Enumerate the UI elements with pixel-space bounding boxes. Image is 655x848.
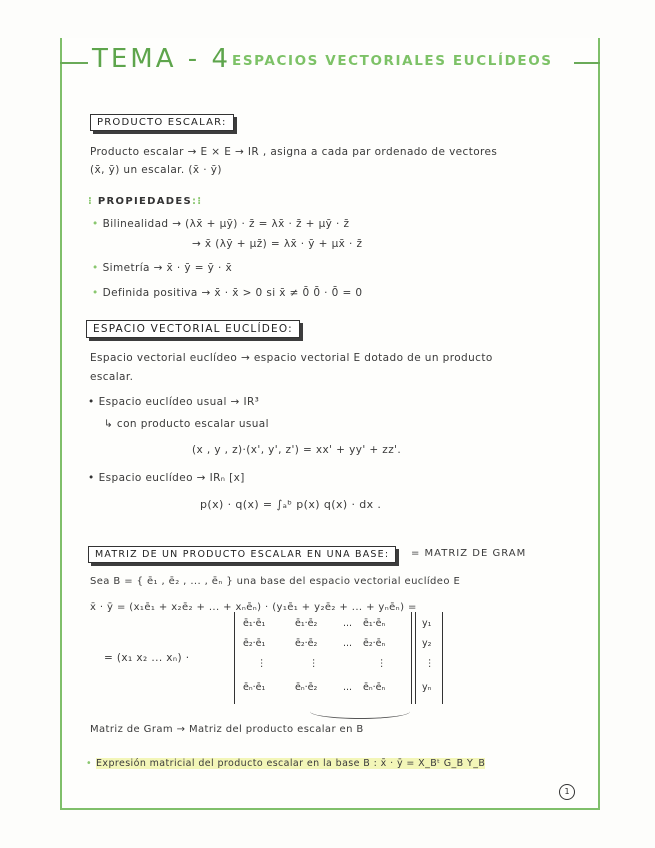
y-cell: y₂ (422, 638, 432, 649)
gram-cell: ⋮ (309, 658, 319, 669)
gram-cell: ē₁·ē₁ (243, 618, 266, 629)
producto-escalar-def-1: Producto escalar → E × E → IR , asigna a cada par ordenado de vectores (90, 146, 498, 158)
gram-cell: ... (343, 638, 353, 649)
gram-cell: ... (343, 618, 353, 629)
y-column-vector (415, 612, 443, 704)
espacio-euclideo-heading: ESPACIO VECTORIAL EUCLÍDEO: (86, 320, 300, 338)
producto-escalar-heading-text: PRODUCTO ESCALAR (97, 117, 222, 128)
title-row (60, 44, 600, 78)
page-subtitle: ESPACIOS VECTORIALES EUCLÍDEOS (232, 53, 553, 69)
gram-brace (310, 704, 410, 719)
y-cell: ⋮ (425, 658, 435, 669)
propiedad-bilinealidad-text: Bilinealidad → (λx̄ + μȳ) · z̄ = λx̄ · z̄ + μȳ · z̄ (102, 218, 350, 230)
propiedad-definida-positiva-text: Definida positiva → x̄ · x̄ > 0 si x̄ ≠ 0̄ 0̄ · 0̄ = 0 (102, 287, 363, 299)
propiedad-simetria: • Simetría → x̄ · ȳ = ȳ · x̄ (92, 262, 233, 274)
gram-expand-line: x̄ · ȳ = (x₁ē₁ + x₂ē₂ + ... + xₙēₙ) · (y₁ē₁ + y₂ē₂ + ... + yₙēₙ) = (90, 602, 417, 613)
espacio-polinomios-text: Espacio euclídeo → IRₙ [x] (98, 472, 245, 484)
espacio-polinomios-formula: p(x) · q(x) = ∫ₐᵇ p(x) q(x) · dx . (200, 498, 382, 511)
gram-cell: ēₙ·ēₙ (363, 682, 386, 693)
gram-cell: ē₁·ē₂ (295, 618, 318, 629)
espacio-usual-text: Espacio euclídeo usual → IR³ (98, 396, 260, 408)
page-title: TEMA - 4 (92, 44, 231, 74)
gram-cell: ē₁·ēₙ (363, 618, 386, 629)
espacio-usual: • Espacio euclídeo usual → IR³ (88, 396, 260, 408)
gram-matrix (234, 612, 412, 704)
espacio-usual-formula: (x , y , z)·(x', y', z') = xx' + yy' + zz'. (192, 444, 402, 456)
title-rule-left (60, 62, 88, 64)
gram-heading-suffix: = MATRIZ DE GRAM (411, 548, 527, 559)
gram-cell: ēₙ·ē₂ (295, 682, 318, 693)
propiedades-heading: ⁝ PROPIEDADES:⁝ (88, 196, 203, 207)
gram-matrix-expression-text: Expresión matricial del producto escalar en la base B : x̄ · ȳ = X_Bᵗ G_B Y_B (96, 758, 486, 769)
espacio-polinomios: • Espacio euclídeo → IRₙ [x] (88, 472, 245, 484)
gram-cell: ē₂·ēₙ (363, 638, 386, 649)
gram-base-line: Sea B = { ē₁ , ē₂ , ... , ēₙ } una base del espacio vectorial euclídeo E (90, 576, 461, 587)
gram-row-vector: = (x₁ x₂ ... xₙ) · (104, 652, 190, 664)
propiedad-bilinealidad-2: → x̄ (λȳ + μz̄) = λx̄ · ȳ + μx̄ · z̄ (192, 238, 363, 250)
propiedad-definida-positiva: • Definida positiva → x̄ · x̄ > 0 si x̄ ≠ 0̄ 0̄ · 0̄ = 0 (92, 287, 363, 299)
gram-cell: ē₂·ē₁ (243, 638, 266, 649)
espacio-euclideo-def-2: escalar. (90, 371, 134, 383)
page-number: 1 (559, 784, 575, 800)
espacio-usual-sub: ↳ con producto escalar usual (104, 418, 269, 430)
y-cell: y₁ (422, 618, 432, 629)
gram-cell: ... (343, 682, 353, 693)
propiedad-bilinealidad: • Bilinealidad → (λx̄ + μȳ) · z̄ = λx̄ · z̄ + μȳ · z̄ (92, 218, 350, 230)
propiedad-simetria-text: Simetría → x̄ · ȳ = ȳ · x̄ (102, 262, 233, 274)
espacio-euclideo-def-1: Espacio vectorial euclídeo → espacio vectorial E dotado de un producto (90, 352, 493, 364)
title-rule-right (574, 62, 600, 64)
producto-escalar-heading: PRODUCTO ESCALAR: (90, 114, 234, 131)
gram-cell: ē₂·ē₂ (295, 638, 318, 649)
producto-escalar-def-2: (x̄, ȳ) un escalar. (x̄ · ȳ) (90, 164, 222, 176)
gram-note: Matriz de Gram → Matriz del producto escalar en B (90, 724, 364, 735)
gram-heading: MATRIZ DE UN PRODUCTO ESCALAR EN UNA BASE: (88, 546, 396, 563)
gram-cell: ēₙ·ē₁ (243, 682, 266, 693)
propiedades-heading-text: PROPIEDADES (97, 196, 192, 207)
gram-cell: ⋮ (377, 658, 387, 669)
gram-matrix-expression: • Expresión matricial del producto escalar en la base B : x̄ · ȳ = X_Bᵗ G_B Y_B (86, 758, 486, 769)
gram-cell: ⋮ (257, 658, 267, 669)
y-cell: yₙ (422, 682, 432, 693)
